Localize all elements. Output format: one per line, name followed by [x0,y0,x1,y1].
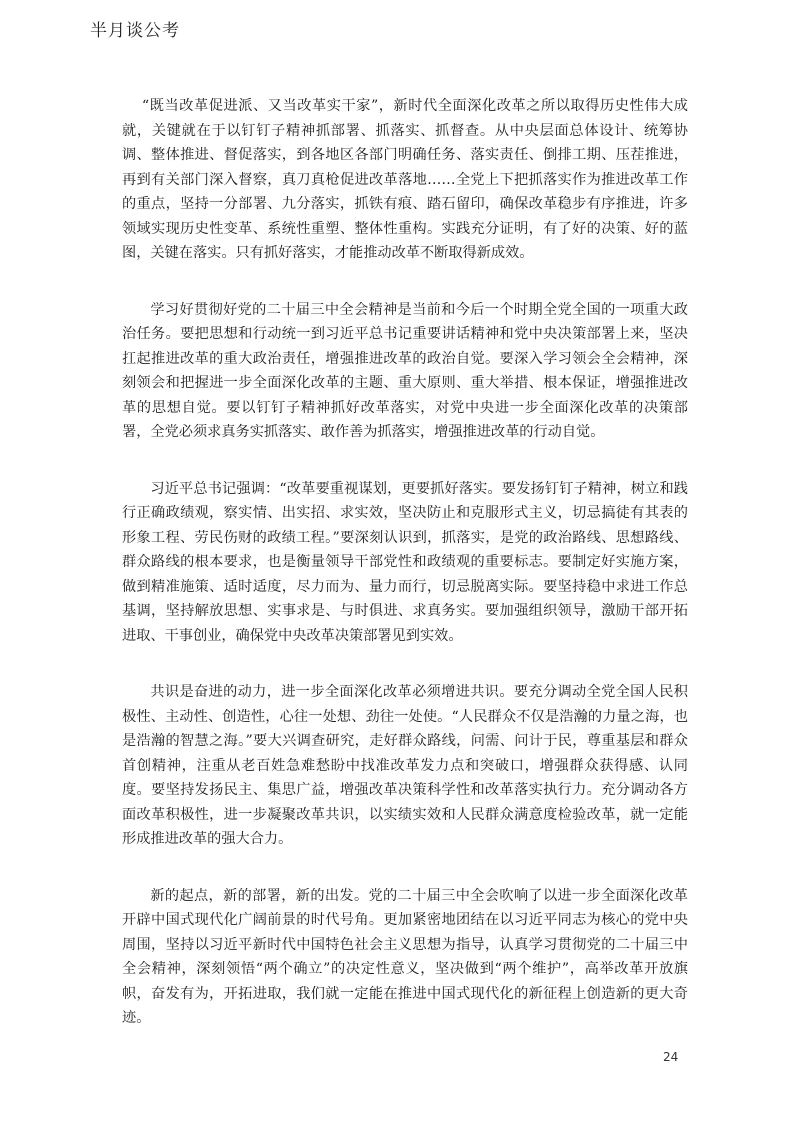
page-number: 24 [663,1050,679,1064]
paragraph-1: “既当改革促进派、又当改革实干家”，新时代全面深化改革之所以取得历史性伟大成就，关键就在于以钉钉子精神抓部署、抓落实、抓督查。从中央层面总体设计、统筹协调、整体推进、督促落实，到各地区各部门明确任务、落实责任、倒排工期、压茬推进，再到有关部门深入督察，真刀真枪促进改革落地……全党上下把抓落实作为推进改革工作的重点，坚持一分部署、九分落实，抓铁有痕、踏石留印，确保改革稳步有序推进，许多领域实现历史性变革、系统性重塑、整体性重构。实践充分证明，有了好的决策、好的蓝图，关键在落实。只有抓好落实，才能推动改革不断取得新成效。 [122,98,688,261]
paragraph-3: 习近平总书记强调：“改革要重视谋划，更要抓好落实。要发扬钉钉子精神，树立和践行正确政绩观，察实情、出实招、求实效，坚决防止和克服形式主义，切忌搞徒有其表的形象工程、劳民伤财的政绩工程。”要深刻认识到，抓落实，是党的政治路线、思想路线、群众路线的根本要求，也是衡量领导干部党性和政绩观的重要标志。要制定好实施方案，做到精准施策、适时适度，尽力而为、量力而行，切忌脱离实际。要坚持稳中求进工作总基调，坚持解放思想、实事求是、与时俱进、求真务实。要加强组织领导，激励干部开拓进取、干事创业，确保党中央改革决策部署见到实效。 [122,480,688,644]
paragraph-5: 新的起点，新的部署，新的出发。党的二十届三中全会吹响了以进一步全面深化改革开辟中国式现代化广阔前景的时代号角。更加紧密地团结在以习近平同志为核心的党中央周围，坚持以习近平新时代中国特色社会主义思想为指导，认真学习贯彻党的二十届三中全会精神，深刻领悟“两个确立”的决定性意义，坚决做到“两个维护”，高举改革开放旗帜，奋发有为，开拓进取，我们就一定能在推进中国式现代化的新征程上创造新的更大奇迹。 [122,887,688,1026]
article-body [122,94,688,1063]
paragraph-4: 共识是奋进的动力，进一步全面深化改革必须增进共识。要充分调动全党全国人民积极性、主动性、创造性，心往一处想、劲往一处使。“人民群众不仅是浩瀚的力量之海，也是浩瀚的智慧之海。”要大兴调查研究，走好群众路线，问需、问计于民，尊重基层和群众首创精神，注重从老百姓急难愁盼中找准改革发力点和突破口，增强群众获得感、认同度。要坚持发扬民主、集思广益，增强改革决策科学性和改革落实执行力。充分调动各方面改革积极性，进一步凝聚改革共识，以实绩实效和人民群众满意度检验改革，就一定能形成推进改革的强大合力。 [122,684,688,847]
page-header-title: 半月谈公考 [90,21,180,41]
paragraph-2: 学习好贯彻好党的二十届三中全会精神是当前和今后一个时期全党全国的一项重大政治任务。要把思想和行动统一到习近平总书记重要讲话精神和党中央决策部署上来，坚决扛起推进改革的重大政治责任，增强推进改革的政治自觉。要深入学习领会全会精神，深刻领会和把握进一步全面深化改革的主题、重大原则、重大举措、根本保证，增强推进改革的思想自觉。要以钉钉子精神抓好改革落实，对党中央进一步全面深化改革的决策部署，全党必须求真务实抓落实、敢作善为抓落实，增强推进改革的行动自觉。 [122,301,688,440]
